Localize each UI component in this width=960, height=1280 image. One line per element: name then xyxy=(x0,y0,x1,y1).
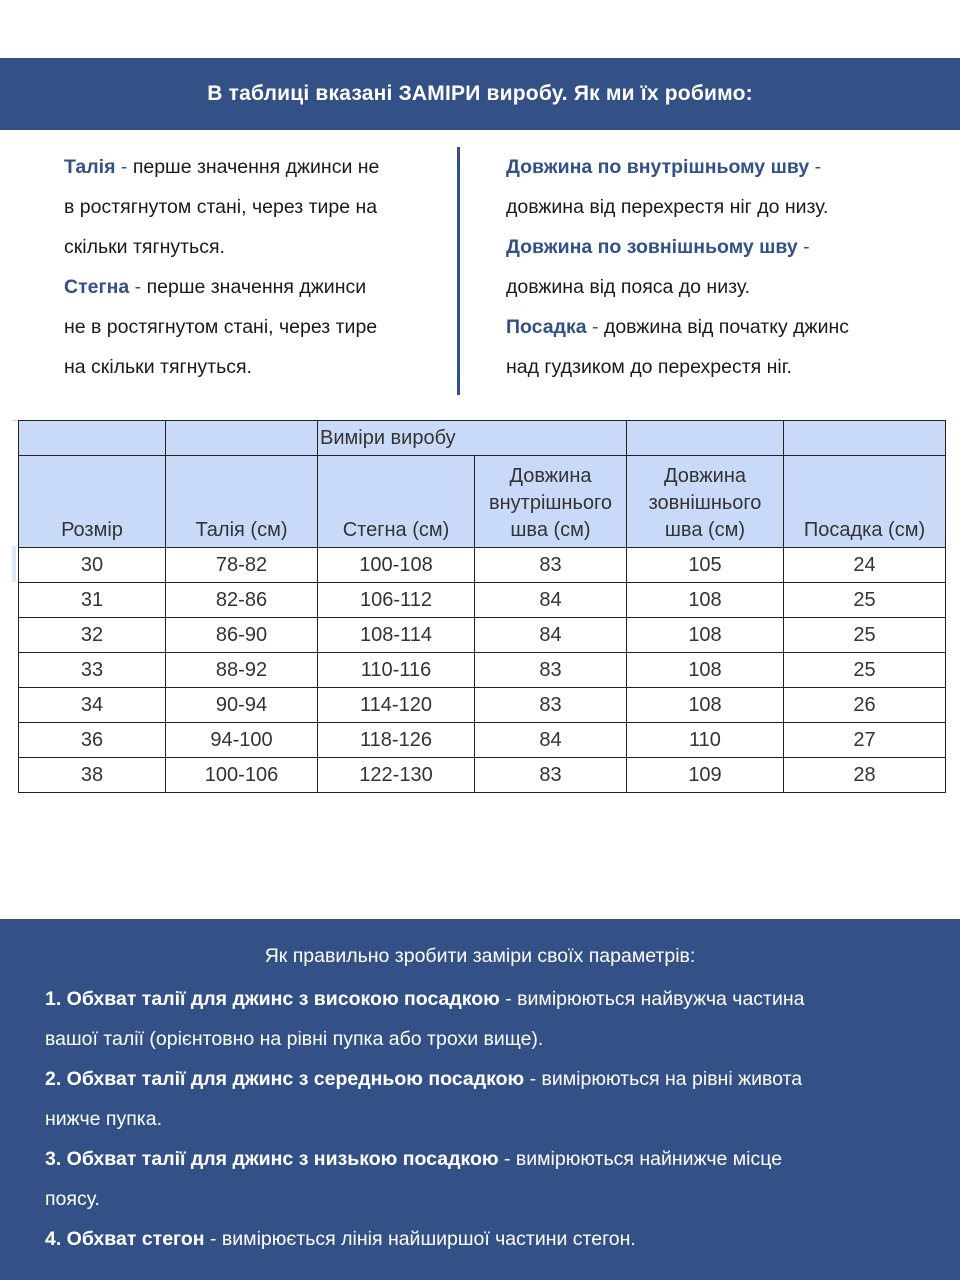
table-header-row xyxy=(19,456,946,548)
table-cell: 108 xyxy=(627,618,784,653)
instructions-list xyxy=(45,979,935,1259)
table-row xyxy=(19,723,946,758)
table-cell: 34 xyxy=(19,688,166,723)
table-cell: 38 xyxy=(19,758,166,793)
table-cell: 110-116 xyxy=(318,653,475,688)
group-header-title: Виміри виробу xyxy=(318,421,627,456)
definition-waist: Талія - перше значення джинси не в ростягнутом стані, через тире на скільки тягнуться. xyxy=(64,156,380,258)
table-cell: 88-92 xyxy=(166,653,318,688)
table-cell: 31 xyxy=(19,583,166,618)
table-cell: 84 xyxy=(475,723,627,758)
instructions-title: Як правильно зробити заміри своїх параметрів: xyxy=(264,945,696,967)
table-cell: 84 xyxy=(475,583,627,618)
table-row xyxy=(19,618,946,653)
instructions-panel xyxy=(0,919,960,1280)
table-cell: 86-90 xyxy=(166,618,318,653)
table-cell: 25 xyxy=(784,618,946,653)
table-cell: 82-86 xyxy=(166,583,318,618)
table-row xyxy=(19,548,946,583)
table-cell: 110 xyxy=(627,723,784,758)
group-header-cell xyxy=(784,421,946,456)
table-cell: 108 xyxy=(627,688,784,723)
table-row xyxy=(19,688,946,723)
definition-rise: Посадка - довжина від початку джинс над гудзиком до перехрестя ніг. xyxy=(506,316,849,378)
table-group-header xyxy=(19,421,946,456)
table-cell: 109 xyxy=(627,758,784,793)
definition-inseam: Довжина по внутрішньому шву - довжина від перехрестя ніг до низу. xyxy=(506,156,829,218)
instruction-item: 1. Обхват талії для джинс з високою посадкою - вимірюються найвужча частина вашої талії (орієнтовно на рівні пупка або трохи вище). xyxy=(45,988,805,1050)
instruction-item: 3. Обхват талії для джинс з низькою посадкою - вимірюються найнижче місце поясу. xyxy=(45,1148,783,1210)
group-header-cell xyxy=(19,421,166,456)
row-selection-marker xyxy=(12,546,16,582)
instruction-item: 4. Обхват стегон - вимірюється лінія найширшої частини стегон. xyxy=(45,1228,636,1250)
table-cell: 118-126 xyxy=(318,723,475,758)
group-header-cell xyxy=(627,421,784,456)
table-cell: 90-94 xyxy=(166,688,318,723)
definition-term: Стегна - xyxy=(64,276,147,298)
definitions-left xyxy=(64,147,449,387)
definitions-right xyxy=(506,147,926,387)
instruction-item: 2. Обхват талії для джинс з середньою посадкою - вимірюються на рівні живота нижче пупка. xyxy=(45,1068,803,1130)
table-row xyxy=(19,653,946,688)
table-cell: 108 xyxy=(627,583,784,618)
column-header-hips: Стегна (см) xyxy=(318,456,475,548)
table-cell: 100-108 xyxy=(318,548,475,583)
table-row xyxy=(19,758,946,793)
table-cell: 78-82 xyxy=(166,548,318,583)
table-cell: 122-130 xyxy=(318,758,475,793)
definition-term: Талія - xyxy=(64,156,133,178)
column-header-waist: Талія (см) xyxy=(166,456,318,548)
table-cell: 94-100 xyxy=(166,723,318,758)
table-cell: 26 xyxy=(784,688,946,723)
table-cell: 30 xyxy=(19,548,166,583)
column-header-outseam: Довжина зовнішнього шва (см) xyxy=(627,456,784,548)
banner-title: В таблиці вказані ЗАМІРИ виробу. Як ми їх робимо: xyxy=(207,82,753,105)
table-cell: 36 xyxy=(19,723,166,758)
definition-term: Довжина по зовнішньому шву - xyxy=(506,236,810,258)
definition-hips: Стегна - перше значення джинси не в ростягнутом стані, через тире на скільки тягнуться. xyxy=(64,276,378,378)
column-header-rise: Посадка (см) xyxy=(784,456,946,548)
column-header-inseam: Довжина внутрішнього шва (см) xyxy=(475,456,627,548)
group-header-cell xyxy=(166,421,318,456)
table-cell: 24 xyxy=(784,548,946,583)
header-banner xyxy=(0,58,960,130)
table-cell: 83 xyxy=(475,688,627,723)
definition-term: Довжина по внутрішньому шву - xyxy=(506,156,822,178)
table-cell: 25 xyxy=(784,653,946,688)
column-divider xyxy=(457,147,460,395)
table-cell: 106-112 xyxy=(318,583,475,618)
definition-term: Посадка - xyxy=(506,316,604,338)
size-table-container xyxy=(12,410,946,796)
table-cell: 28 xyxy=(784,758,946,793)
table-cell: 114-120 xyxy=(318,688,475,723)
table-cell: 84 xyxy=(475,618,627,653)
table-cell: 100-106 xyxy=(166,758,318,793)
definition-outseam: Довжина по зовнішньому шву - довжина від пояса до низу. xyxy=(506,236,810,298)
column-header-size: Розмір xyxy=(19,456,166,548)
table-row xyxy=(19,583,946,618)
table-cell: 108 xyxy=(627,653,784,688)
table-body xyxy=(19,548,946,793)
table-cell: 105 xyxy=(627,548,784,583)
table-cell: 83 xyxy=(475,758,627,793)
table-cell: 83 xyxy=(475,653,627,688)
table-cell: 25 xyxy=(784,583,946,618)
table-cell: 83 xyxy=(475,548,627,583)
table-cell: 32 xyxy=(19,618,166,653)
table-cell: 27 xyxy=(784,723,946,758)
table-cell: 33 xyxy=(19,653,166,688)
table-cell: 108-114 xyxy=(318,618,475,653)
size-table xyxy=(18,420,946,793)
